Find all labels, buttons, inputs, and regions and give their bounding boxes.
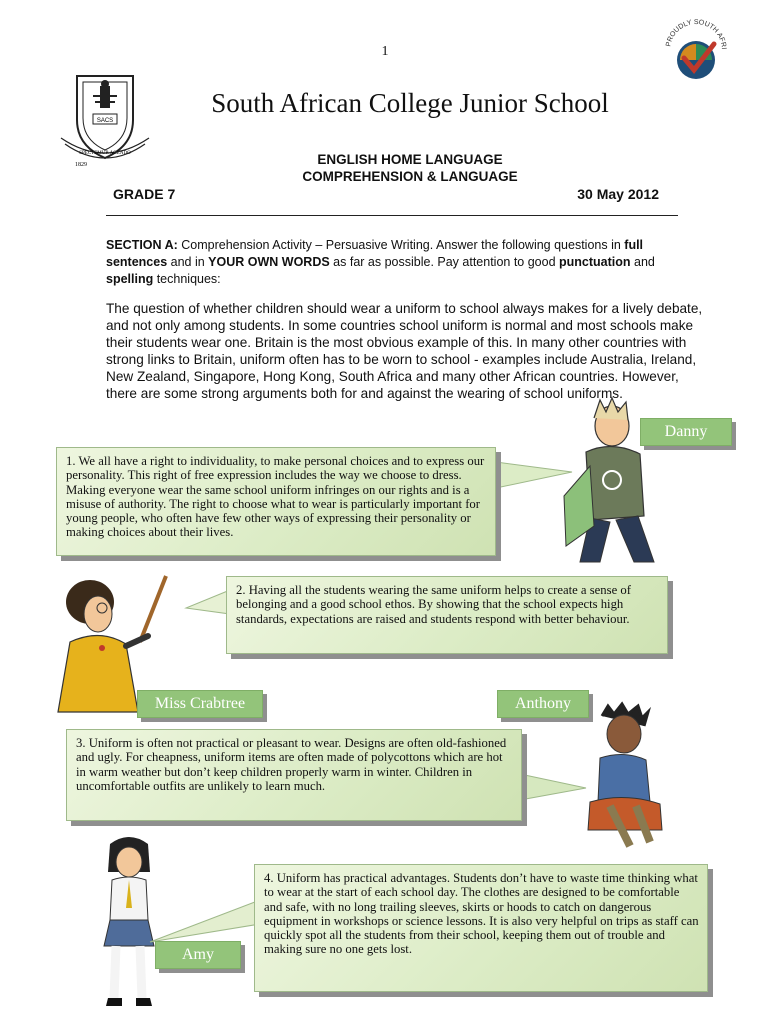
anthony-illustration [580,706,666,848]
page-number: 1 [381,44,389,59]
speech-bubble-tail [496,458,576,498]
speech-bubble-tail [150,896,260,946]
name-label-danny: Danny [640,418,732,446]
school-name: South African College Junior School [211,88,609,118]
name-label-amy: Amy [155,941,241,969]
argument-bubble-1: 1. We all have a right to individuality, to make personal choices and to express our personality. This right of free expression includes the way we choose to dress. Making everyone wear the same school uniform infringes on our rights and is a misuse of authority. The right to choose what to wear is particularly important for young people, who often have few other ways of expressing their personality or making choices about their lives. [56,447,496,556]
speech-bubble-tail [186,588,230,618]
instr-text: and in [167,255,209,269]
instr-text: Comprehension Activity – Persuasive Writing. Answer the following questions in [177,238,625,252]
name-label-miss-crabtree: Miss Crabtree [137,690,263,718]
subject-heading: ENGLISH HOME LANGUAGE [317,152,503,167]
grade-label: GRADE 7 [113,186,176,202]
instr-emph: punctuation [559,255,631,269]
exam-date: 30 May 2012 [577,186,659,202]
instr-emph: full sentences [106,238,644,269]
intro-paragraph: The question of whether children should wear a uniform to school always makes for a lively debate, and not only among students. In some countries school uniform is normal and most schools make their students wear one. Britain is the most obvious example of this. In many other countries with strong links to Britain, uniform often has to be worn to school - examples include Australia, Ireland, New Zealand, Singapore, Hong Kong, South Africa and many other African countries. However, there are some strong arguments both for and against the wearing of school uniforms. [106,301,703,401]
header-divider [106,215,678,216]
instr-text: and [630,255,655,269]
crest-initials: SACS [96,118,114,124]
argument-bubble-3: 3. Uniform is often not practical or pleasant to wear. Designs are often old-fashioned and ugly. For cheapness, uniform items are often made of polycottons which are hot in warm weather but don’t keep children properly warm in winter. Children in uncomfortable outfits are unlikely to learn much. [66,729,522,821]
speech-bubble-tail [520,770,590,804]
instr-emph: YOUR OWN WORDS [208,255,330,269]
name-label-anthony: Anthony [497,690,589,718]
section-instructions [106,237,678,288]
svg-text:PROUDLY SOUTH AFRICAN: PROUDLY SOUTH AFRICAN [657,9,728,50]
instr-text: techniques: [153,272,221,286]
instr-emph: spelling [106,272,154,286]
argument-bubble-2: 2. Having all the students wearing the same uniform helps to create a sense of belonging and a good school ethos. By showing that the school expects high standards, expectations are raised and students respond with better behaviour. [226,576,668,654]
proudly-south-african-logo [657,9,732,86]
crest-motto: SPECTEMUR AGENDO [79,151,131,156]
argument-bubble-4: 4. Uniform has practical advantages. Students don’t have to waste time thinking what to wear at the start of each school day. The clothes are designed to be comfortable and safe, with no long trailing sleeves, skirts or hoods to catch on dangerous equipment in workshops or science lessons. It is also very helpful on trips as staff can quickly spot all the students from their school, keeping them out of trouble and making sure no one gets lost. [254,864,708,992]
instr-text: as far as possible. Pay attention to good [329,255,560,269]
crest-year: 1829 [75,162,87,168]
paper-heading: COMPREHENSION & LANGUAGE [302,169,518,184]
section-label: SECTION A: [106,238,178,252]
school-crest-logo [55,68,155,178]
